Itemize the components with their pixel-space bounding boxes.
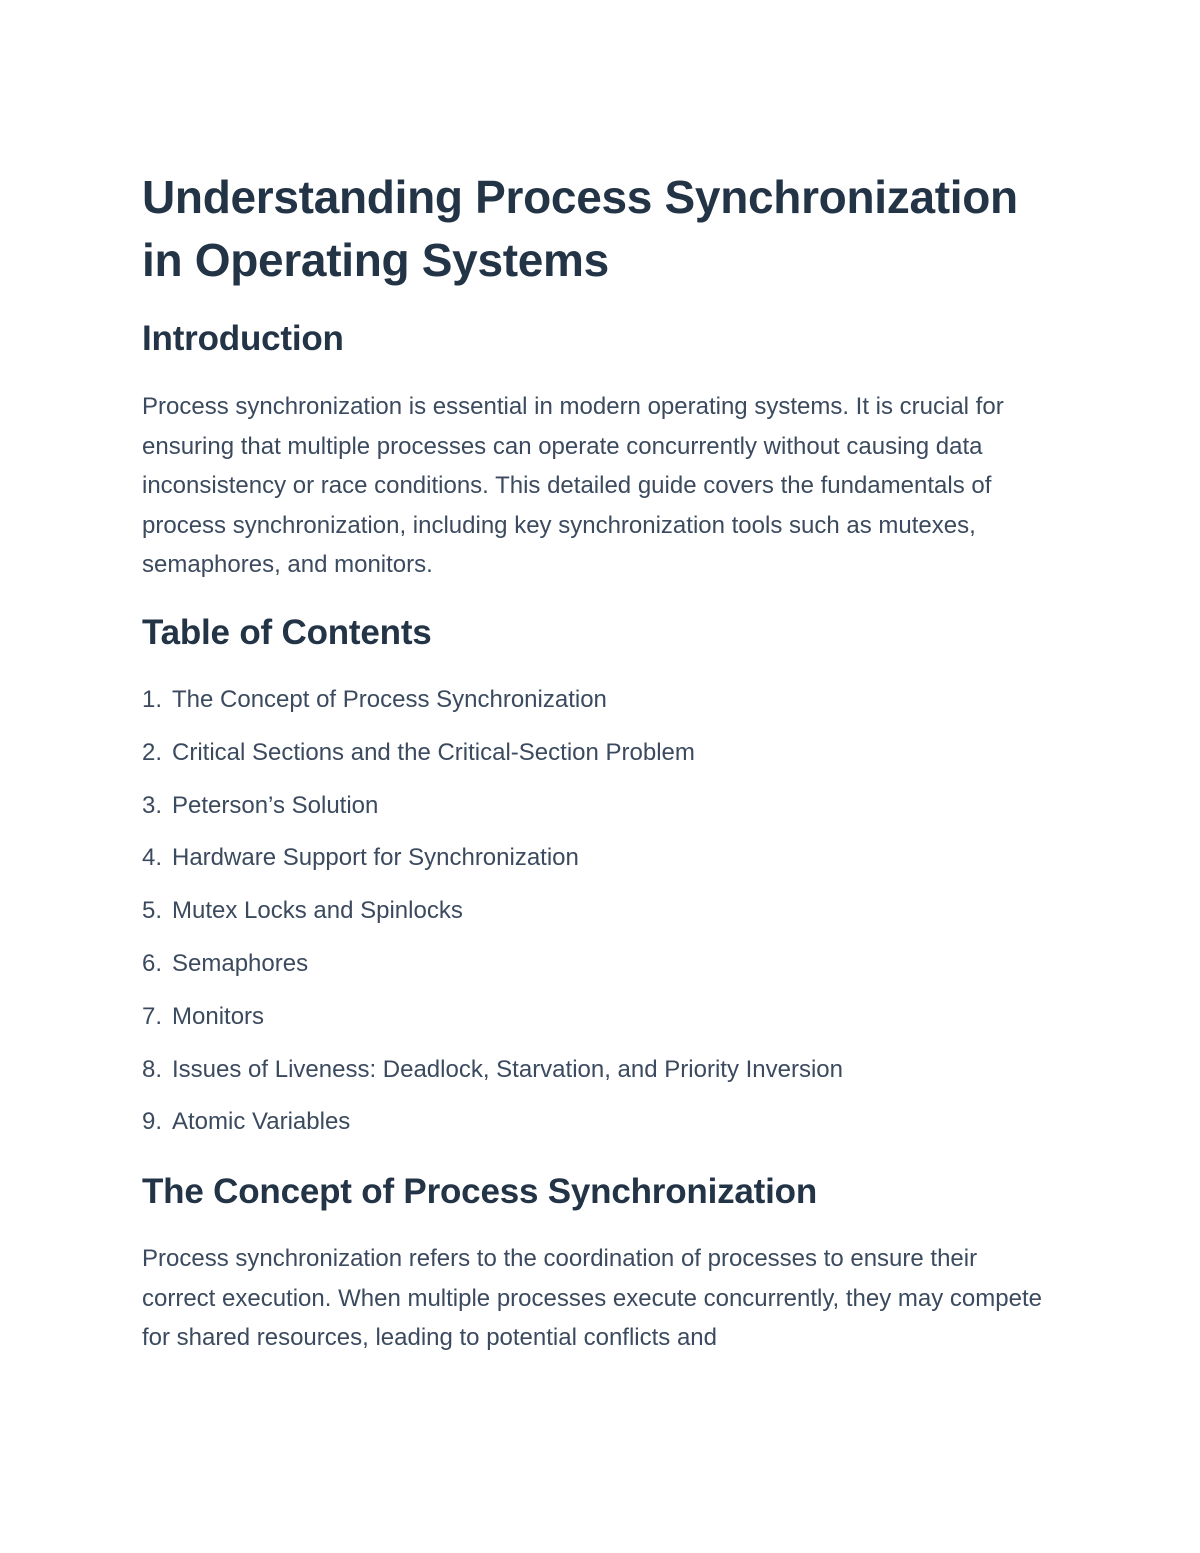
- table-of-contents-list: [142, 680, 843, 1155]
- toc-item: [142, 838, 843, 891]
- toc-item: [142, 1102, 843, 1155]
- toc-item-number: 3.: [142, 791, 163, 819]
- toc-item-number: 7.: [142, 1002, 163, 1030]
- toc-item: [142, 680, 843, 733]
- toc-item-label: Monitors: [172, 1002, 265, 1030]
- toc-item-number: 6.: [142, 949, 163, 977]
- introduction-paragraph: Process synchronization is essential in modern operating systems. It is crucial for ensuring that multiple processes can operate concurrently without causing data inconsistency or race conditions. This detailed guide covers the fundamentals of process synchronization, including key synchronization tools such as mutexes, semaphores, and monitors.: [142, 393, 1004, 578]
- toc-item-label: Issues of Liveness: Deadlock, Starvation, and Priority Inversion: [172, 1055, 843, 1083]
- toc-item-label: Peterson’s Solution: [172, 791, 379, 819]
- concept-paragraph: Process synchronization refers to the coordination of processes to ensure their correct execution. When multiple processes execute concurrently, they may compete for shared resources, leading to potential conflicts and: [142, 1245, 1042, 1351]
- toc-item-label: The Concept of Process Synchronization: [172, 686, 607, 713]
- toc-item-number: 4.: [142, 844, 163, 872]
- toc-item: [142, 1050, 843, 1103]
- toc-item-label: Mutex Locks and Spinlocks: [172, 897, 463, 925]
- toc-item-label: Critical Sections and the Critical-Section Problem: [172, 738, 695, 766]
- toc-item-number: 2.: [142, 738, 163, 766]
- toc-item: [142, 786, 843, 839]
- toc-item-number: 8.: [142, 1055, 163, 1083]
- toc-heading: Table of Contents: [142, 613, 432, 652]
- introduction-heading: Introduction: [142, 319, 344, 358]
- toc-item: [142, 891, 843, 944]
- toc-item-label: Atomic Variables: [172, 1108, 351, 1136]
- document-title: Understanding Process Synchronization in Operating Systems: [142, 171, 1018, 286]
- concept-heading: The Concept of Process Synchronization: [142, 1172, 818, 1211]
- toc-item-number: 1.: [142, 686, 163, 713]
- toc-item: [142, 997, 843, 1050]
- toc-item-label: Semaphores: [172, 949, 309, 977]
- toc-item: [142, 733, 843, 786]
- toc-item-number: 5.: [142, 897, 163, 925]
- toc-item: [142, 944, 843, 997]
- toc-item-label: Hardware Support for Synchronization: [172, 844, 579, 872]
- toc-item-number: 9.: [142, 1108, 163, 1136]
